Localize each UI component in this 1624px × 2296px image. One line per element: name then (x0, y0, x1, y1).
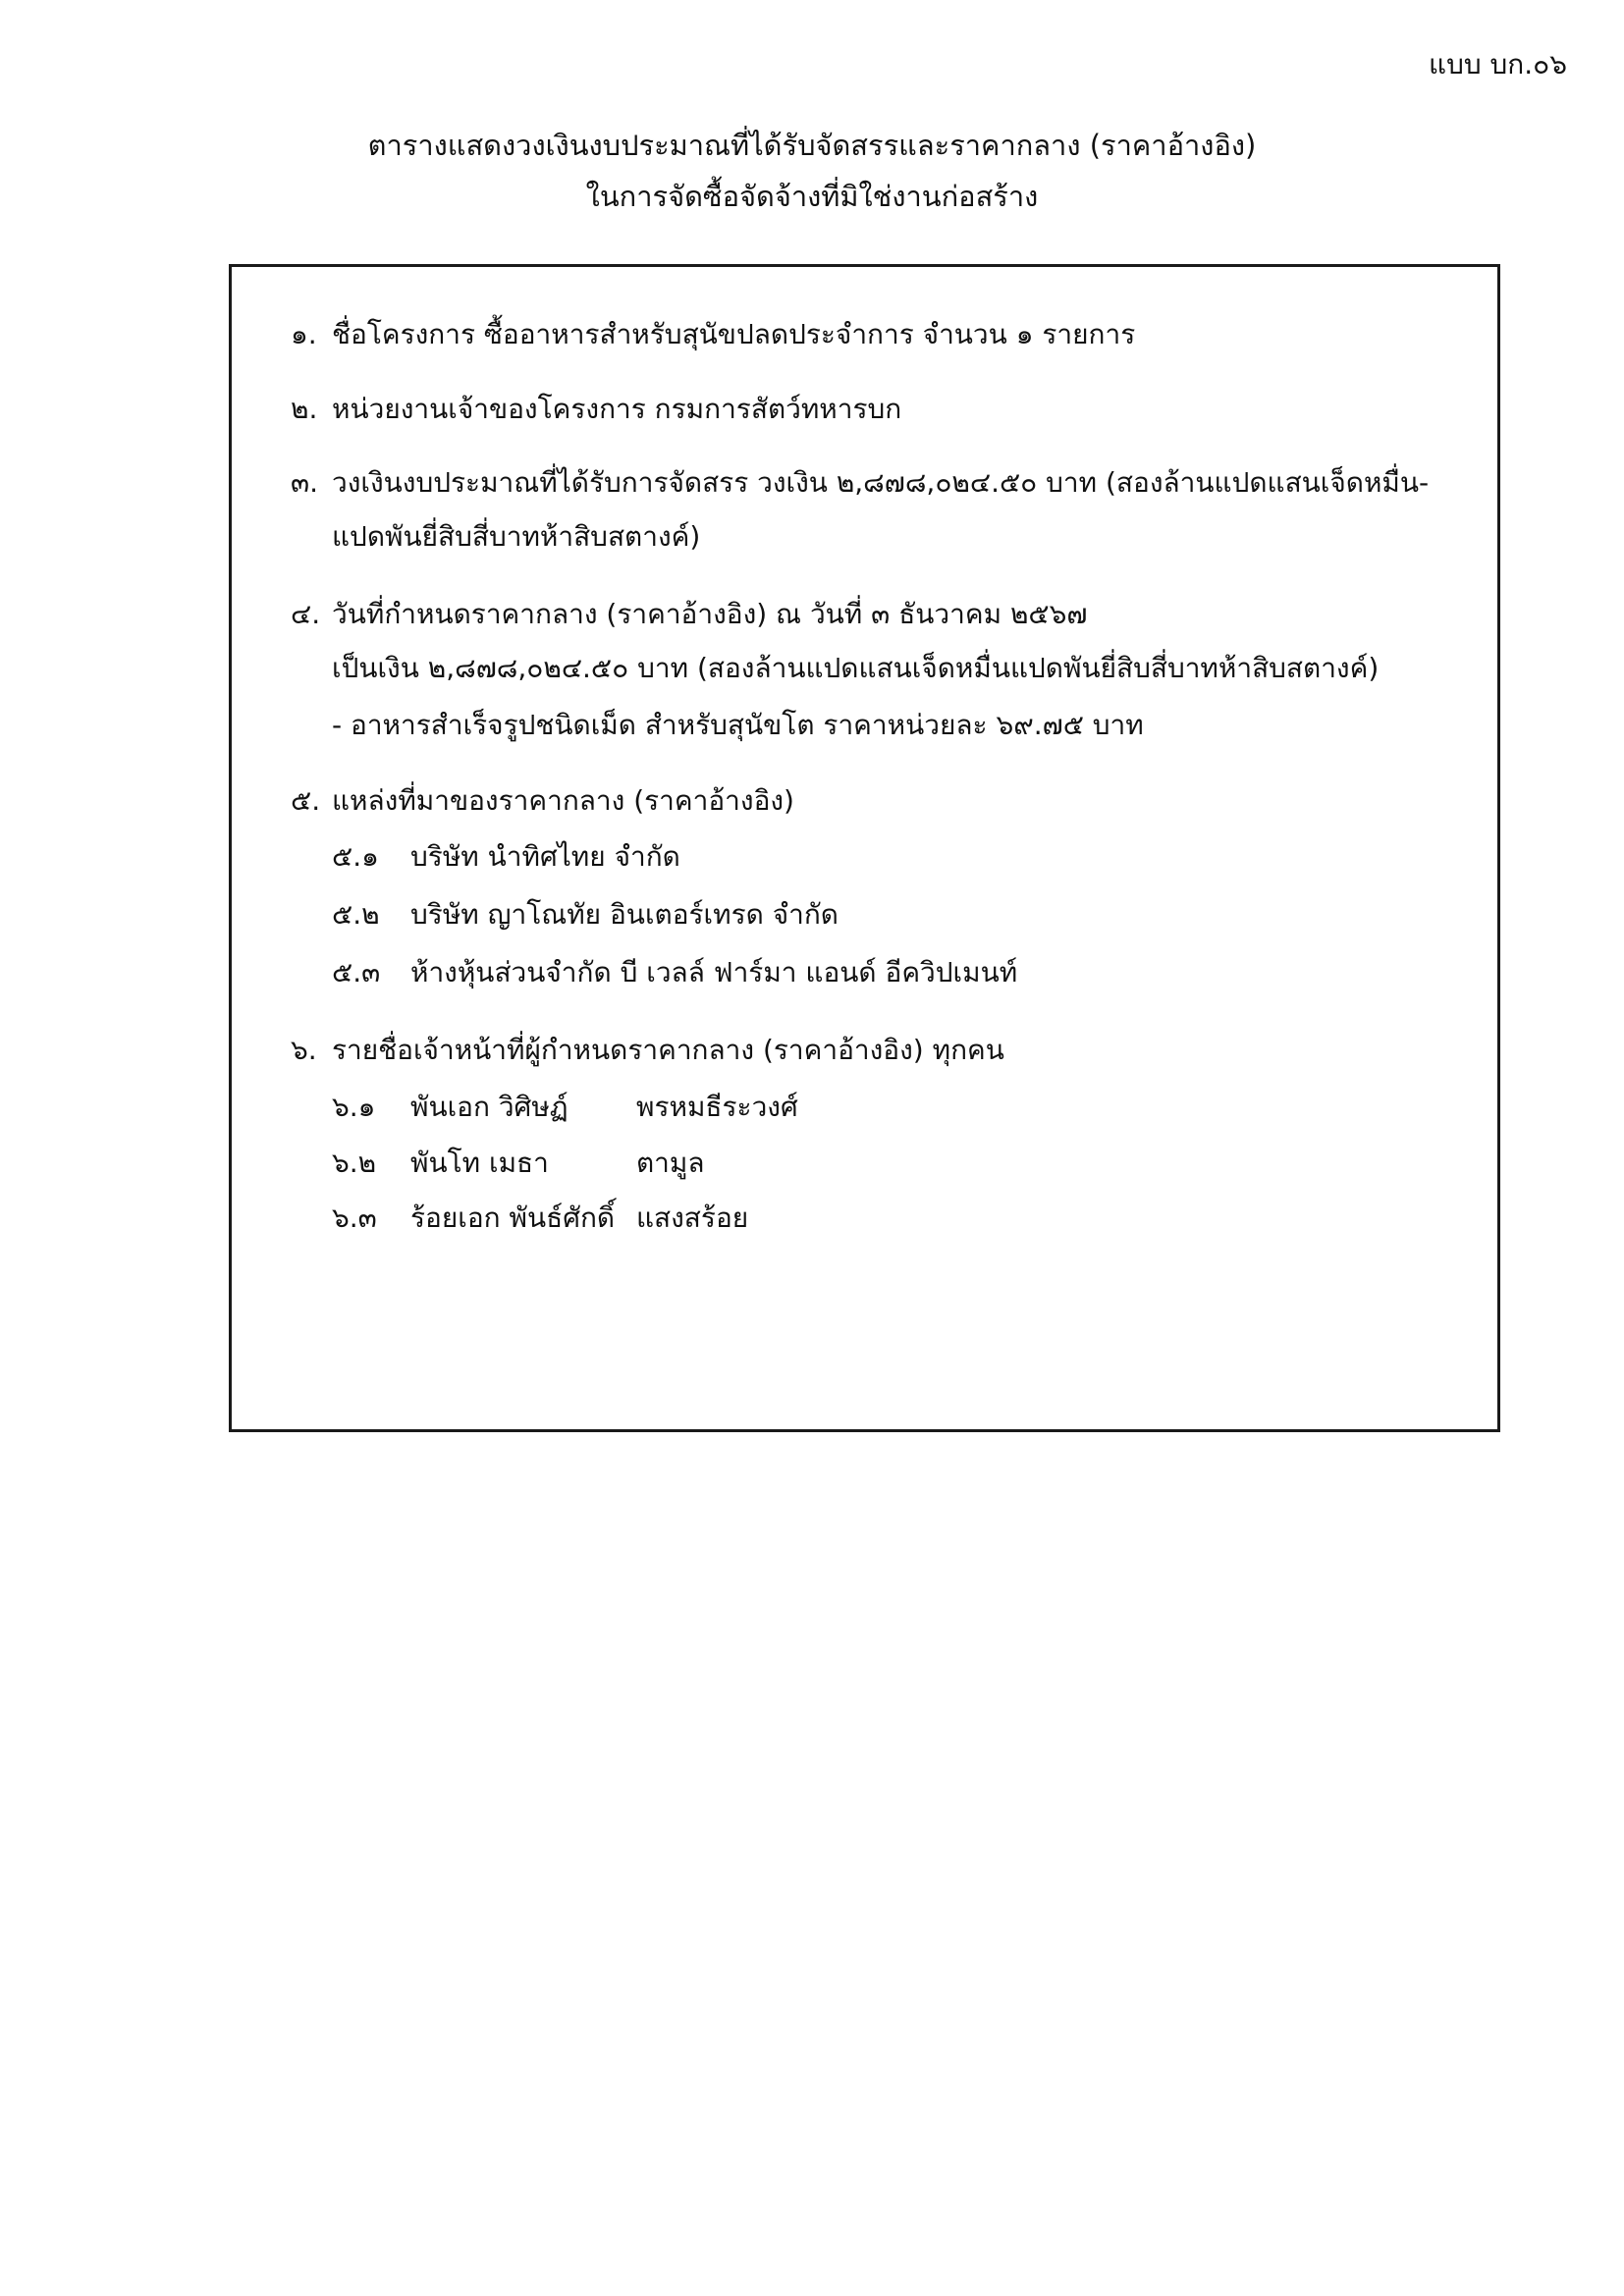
officer-surname: ตามูล (636, 1147, 705, 1179)
source-name: ห้างหุ้นส่วนจำกัด บี เวลล์ ฟาร์มา แอนด์ อีควิปเมนท์ (410, 956, 1018, 988)
item-budget (291, 458, 1429, 507)
item-number: ๑. (291, 318, 317, 350)
item-owner-agency (291, 385, 901, 434)
item-text: ชื่อโครงการ ซื้ออาหารสำหรับสุนัขปลดประจำการ จำนวน ๑ รายการ (332, 318, 1136, 350)
officer-entry (332, 1139, 705, 1188)
item-text: วงเงินงบประมาณที่ได้รับการจัดสรร วงเงิน ๒,๘๗๘,๐๒๔.๕๐ บาท (สองล้านแปดแสนเจ็ดหมื่น- (332, 466, 1430, 499)
source-entry (332, 832, 680, 881)
officer-name: พันเอก วิศิษฏ์ (410, 1091, 568, 1123)
item-text: รายชื่อเจ้าหน้าที่ผู้กำหนดราคากลาง (ราคาอ้างอิง) ทุกคน (332, 1034, 1004, 1066)
source-name: บริษัท ญาโณทัย อินเตอร์เทรด จำกัด (410, 898, 839, 931)
item-text: แหล่งที่มาของราคากลาง (ราคาอ้างอิง) (332, 784, 794, 817)
source-entry (332, 890, 839, 939)
form-code: แบบ บก.๐๖ (1429, 48, 1567, 80)
item-reference-date (291, 590, 1087, 639)
officer-name: พันโท เมธา (410, 1147, 549, 1179)
item-officers (291, 1026, 1004, 1075)
title-line-1: ตารางแสดงวงเงินงบประมาณที่ได้รับจัดสรรและราคากลาง (ราคาอ้างอิง) (367, 129, 1257, 162)
title-line-2: ในการจัดซื้อจัดจ้างที่มิใช่งานก่อสร้าง (585, 180, 1039, 213)
officer-name: ร้อยเอก พันธ์ศักดิ์ (410, 1201, 616, 1234)
officer-entry (332, 1083, 798, 1132)
item-project-name (291, 310, 1135, 359)
item-text: วันที่กำหนดราคากลาง (ราคาอ้างอิง) ณ วันที่ ๓ ธันวาคม ๒๕๖๗ (332, 598, 1088, 630)
item-number: ๒. (291, 393, 318, 425)
officer-surname: แสงสร้อย (636, 1201, 749, 1234)
sub-number: ๖.๓ (332, 1201, 377, 1234)
item-number: ๔. (291, 598, 321, 630)
item-budget-continued: แปดพันยี่สิบสี่บาทห้าสิบสตางค์) (332, 520, 701, 553)
sub-number: ๕.๒ (332, 898, 380, 931)
item-number: ๖. (291, 1034, 317, 1066)
item-reference-amount: เป็นเงิน ๒,๘๗๘,๐๒๔.๕๐ บาท (สองล้านแปดแสนเจ็ดหมื่นแปดพันยี่สิบสี่บาทห้าสิบสตางค์) (332, 652, 1380, 684)
sub-number: ๕.๑ (332, 840, 379, 873)
item-text: หน่วยงานเจ้าของโครงการ กรมการสัตว์ทหารบก (332, 393, 902, 425)
source-entry (332, 948, 1017, 997)
source-name: บริษัท นำทิศไทย จำกัด (410, 840, 680, 873)
sub-number: ๕.๓ (332, 956, 381, 988)
item-number: ๓. (291, 466, 319, 499)
sub-number: ๖.๑ (332, 1091, 376, 1123)
item-number: ๕. (291, 784, 321, 817)
item-unit-price: - อาหารสำเร็จรูปชนิดเม็ด สำหรับสุนัขโต ราคาหน่วยละ ๖๙.๗๕ บาท (332, 709, 1144, 741)
sub-number: ๖.๒ (332, 1147, 377, 1179)
officer-surname: พรหมธีระวงศ์ (636, 1091, 798, 1123)
item-price-sources (291, 776, 794, 826)
officer-entry (332, 1194, 748, 1243)
document-title (0, 120, 1624, 222)
